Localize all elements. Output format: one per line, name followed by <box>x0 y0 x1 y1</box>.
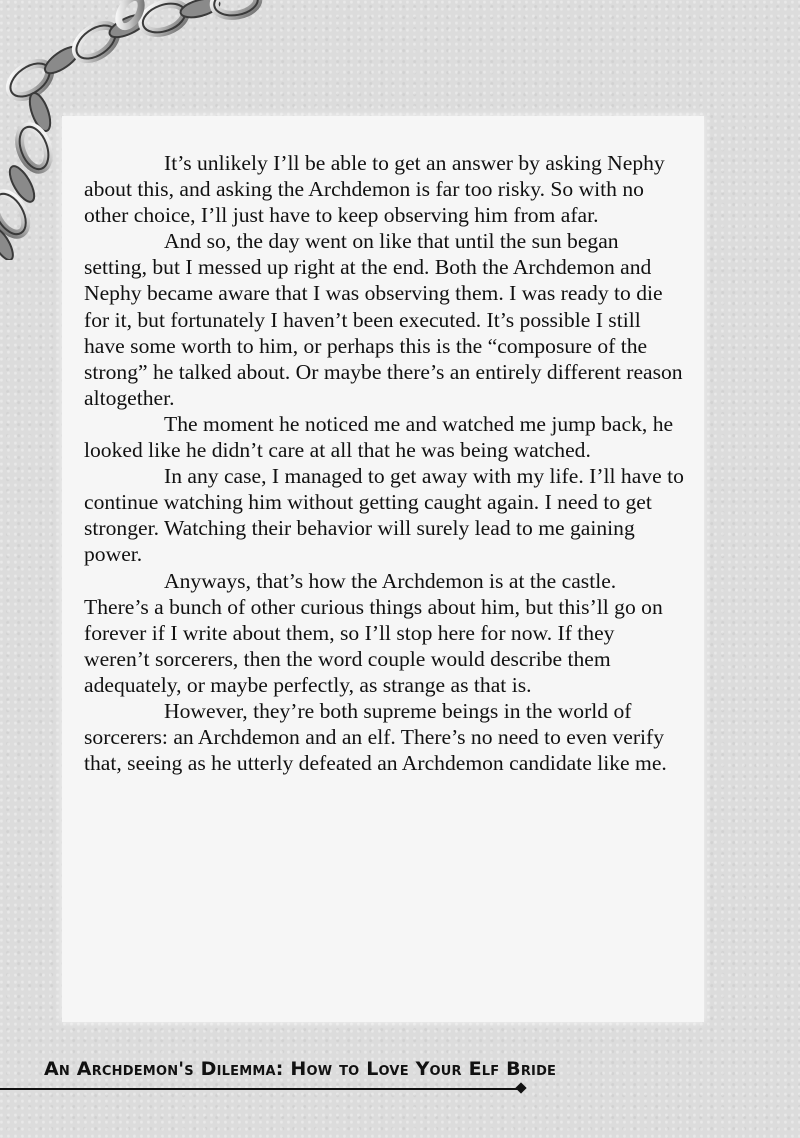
paragraph: It’s unlikely I’ll be able to get an answer by asking Nephy about this, and asking the Archdemon is far too risky. So with no other choice, I’ll just have to keep observing him from afar. <box>84 151 665 228</box>
paragraph: The moment he noticed me and watched me jump back, he looked like he didn’t care at all that he was being watched. <box>84 411 674 463</box>
footer-rule <box>0 1088 520 1090</box>
book-title: An Archdemon's Dilemma: How to Love Your Elf Bride <box>44 1058 557 1080</box>
paragraph: However, they’re both supreme beings in the world of sorcerers: an Archdemon and an elf. There’s no need to even verify that, seeing as he utterly defeated an Archdemon candidate like me. <box>84 698 667 776</box>
page-footer <box>0 1052 800 1102</box>
footer-ornament <box>515 1082 526 1093</box>
paragraph: Anyways, that’s how the Archdemon is at the castle. There’s a bunch of other curious things about him, but this’ll go on forever if I write about them, so I’ll stop here for now. If they weren’t sorcerers, then the word couple would describe them adequately, or maybe perfectly, as strange as that is. <box>84 568 663 697</box>
paragraph: In any case, I managed to get away with my life. I’ll have to continue watching him without getting caught again. I need to get stronger. Watching their behavior will surely lead to me gaining power. <box>84 464 684 567</box>
body-text <box>84 150 684 776</box>
paragraph: And so, the day went on like that until the sun began setting, but I messed up right at the end. Both the Archdemon and Nephy became aware that I was observing them. I was ready to die for it, but fortunately I haven’t been executed. It’s possible I still have some worth to him, or perhaps this is the “composure of the strong” he talked about. Or maybe there’s an entirely different reason altogether. <box>84 229 683 410</box>
